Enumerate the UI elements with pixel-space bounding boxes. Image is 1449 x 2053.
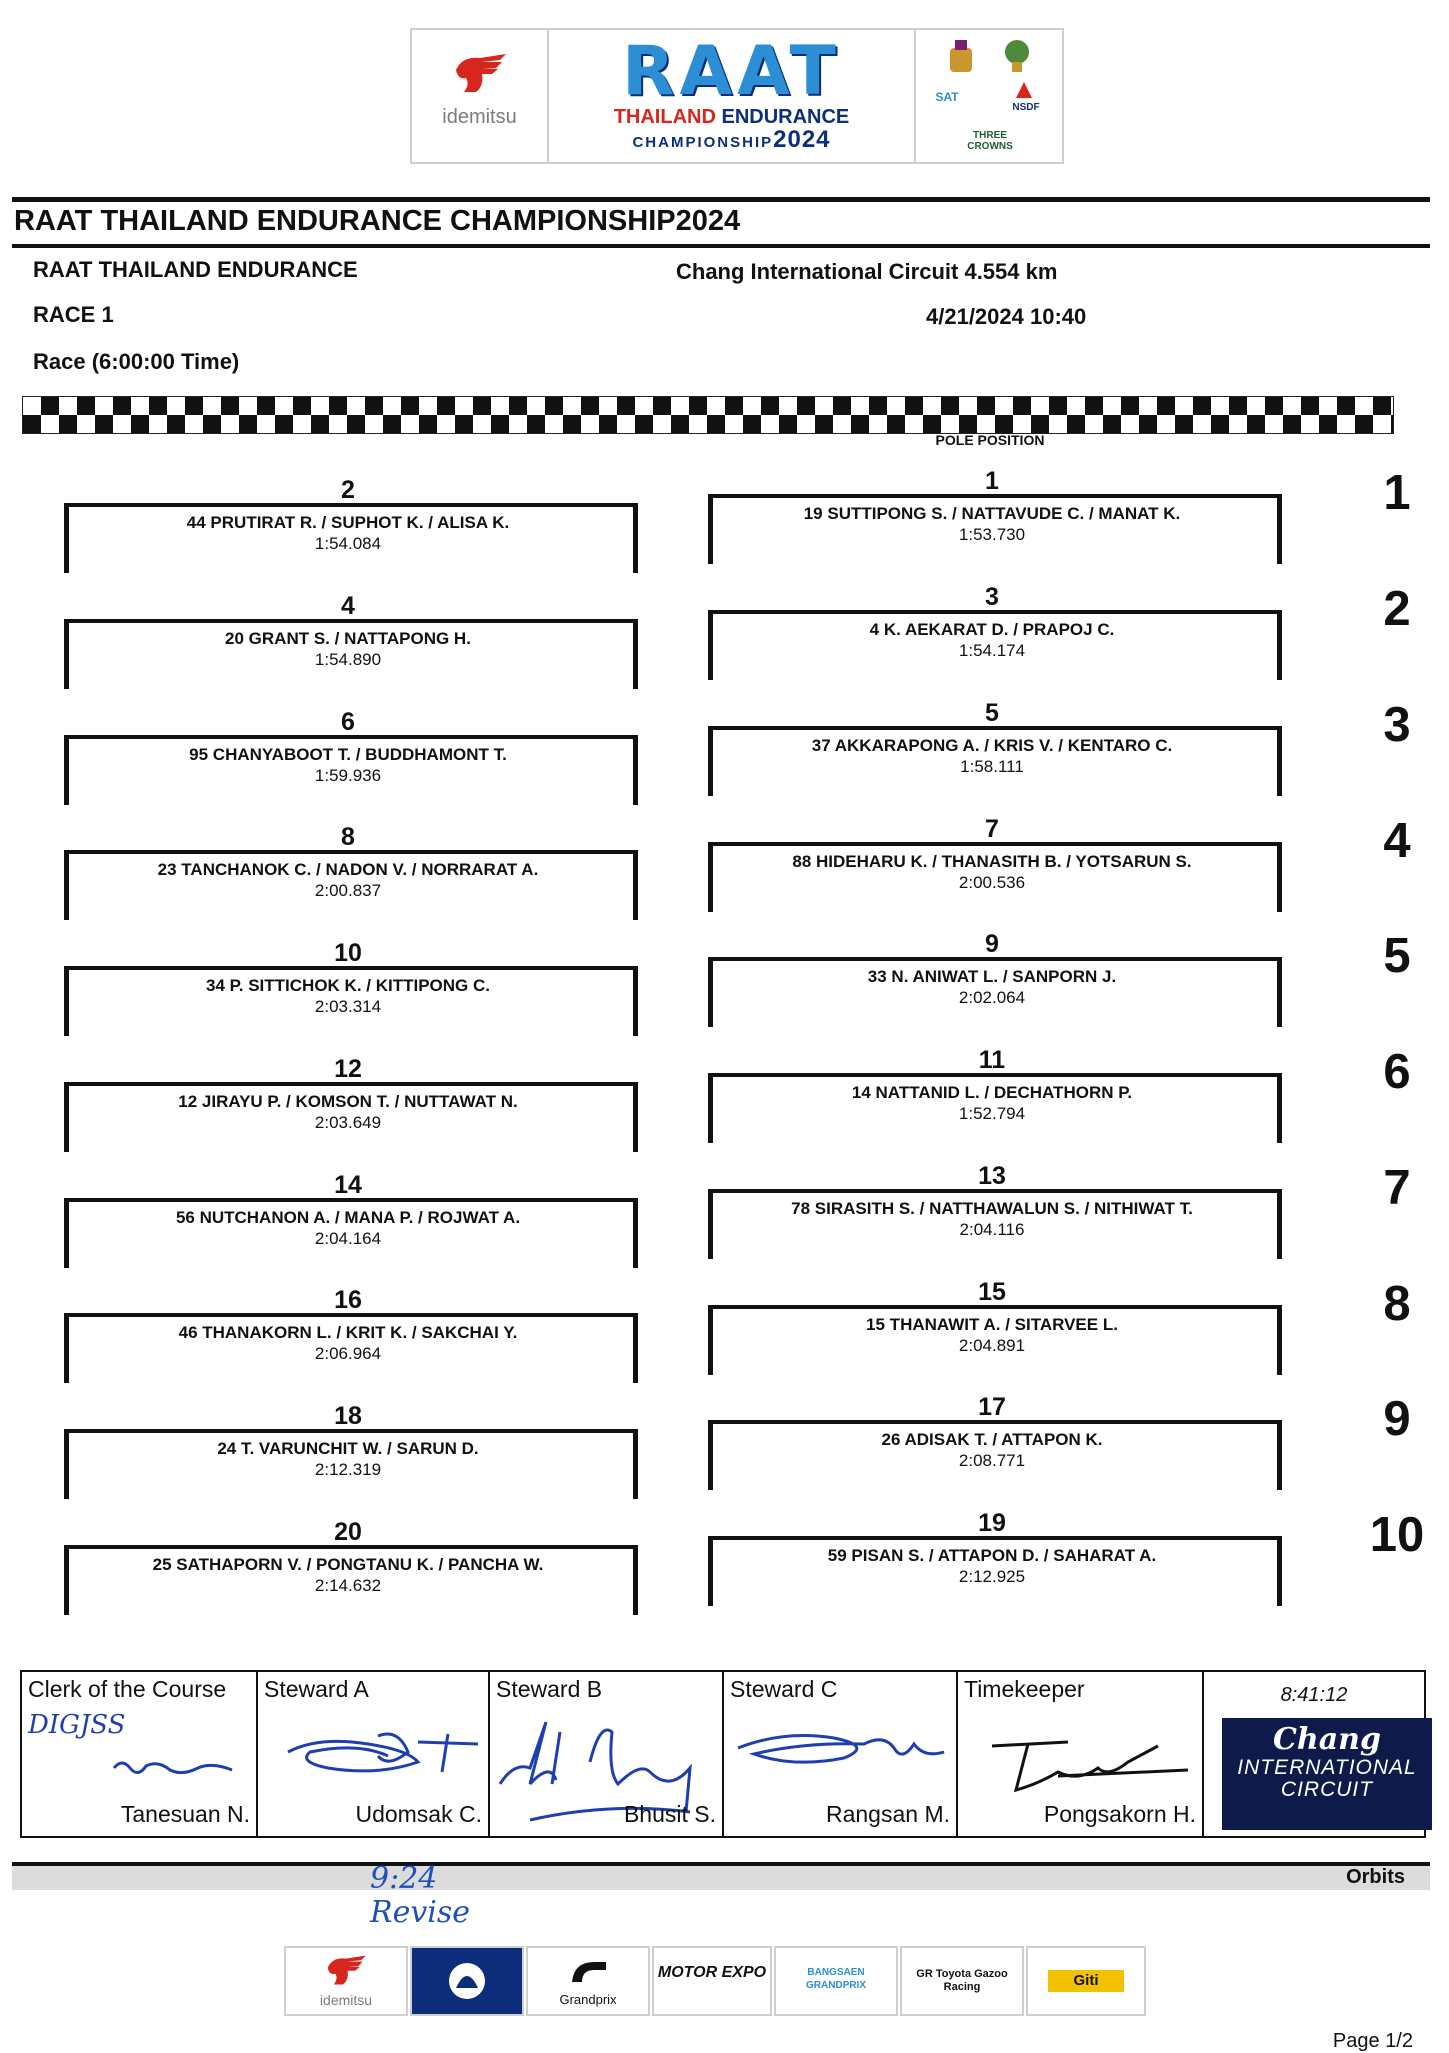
grid-slot — [64, 708, 632, 808]
series-name: RAAT THAILAND ENDURANCE — [33, 257, 358, 282]
grid-slot — [64, 939, 632, 1039]
official-steward-a — [258, 1672, 490, 1836]
print-time: 8:41:12 — [1280, 1684, 1348, 1706]
grid-slot — [64, 823, 632, 923]
grid-position: 12 — [334, 1055, 362, 1083]
three-crowns-logo: THREE CROWNS — [967, 130, 1013, 152]
grid-position: 2 — [341, 476, 355, 504]
grid-position: 10 — [334, 939, 362, 967]
nsdf-icon — [1012, 80, 1036, 102]
grid-laptime: 2:04.891 — [958, 1336, 1026, 1355]
grid-position: 6 — [341, 708, 355, 736]
grid-entry: 25 SATHAPORN V. / PONGTANU K. / PANCHA W. — [152, 1555, 544, 1574]
grid-row-number: 7 — [1383, 1161, 1411, 1215]
grid-entry: 44 PRUTIRAT R. / SUPHOT K. / ALISA K. — [186, 513, 510, 532]
grid-slot — [708, 1162, 1276, 1262]
raat-year: 2024 — [773, 126, 831, 153]
grid-slot — [708, 1509, 1276, 1609]
grid-entry: 59 PISAN S. / ATTAPON D. / SAHARAT A. — [827, 1546, 1157, 1565]
raat-subtitle-rest: ENDURANCE — [721, 106, 850, 128]
grid-row-number: 2 — [1383, 582, 1411, 636]
grid-slot — [64, 1055, 632, 1155]
official-name: Tanesuan N. — [120, 1801, 250, 1827]
grid-slot — [708, 1393, 1276, 1493]
grid-entry: 34 P. SITTICHOK K. / KITTIPONG C. — [205, 976, 490, 995]
chang-logo-line2: INTERNATIONAL — [1237, 1756, 1417, 1779]
grid-entry: 56 NUTCHANON A. / MANA P. / ROJWAT A. — [175, 1208, 521, 1227]
grid-slot — [64, 1286, 632, 1386]
grid-position: 19 — [978, 1509, 1006, 1537]
footer-sponsor-motor-expo — [652, 1946, 772, 2016]
raat-wordmark: RAAT — [622, 32, 841, 111]
grid-slot — [708, 1278, 1276, 1378]
grid-entry: 23 TANCHANOK C. / NADON V. / NORRARAT A. — [157, 860, 539, 879]
grid-slot — [708, 699, 1276, 799]
title-bottom-rule — [12, 244, 1430, 248]
official-name: Bhusit S. — [623, 1801, 716, 1827]
official-role: Steward A — [264, 1676, 369, 1702]
grid-position: 15 — [978, 1278, 1006, 1306]
grid-position: 16 — [334, 1286, 362, 1314]
grid-laptime: 2:14.632 — [314, 1576, 382, 1595]
page-number: Page 1/2 — [1332, 2030, 1413, 2052]
grid-laptime: 2:03.649 — [314, 1113, 382, 1132]
footer-sponsor-grandprix — [526, 1946, 650, 2016]
grid-laptime: 2:12.925 — [958, 1567, 1026, 1586]
chang-circuit-box — [1204, 1672, 1424, 1836]
official-steward-c — [724, 1672, 958, 1836]
grid-row-number: 5 — [1383, 929, 1411, 983]
grid-entry: 78 SIRASITH S. / NATTHAWALUN S. / NITHIWAT T. — [791, 1199, 1193, 1218]
idemitsu-apollo-icon — [452, 52, 508, 94]
grid-laptime: 2:02.064 — [958, 988, 1026, 1007]
grid-row-number: 10 — [1369, 1508, 1425, 1562]
grid-row-number: 1 — [1383, 466, 1411, 520]
page-title: RAAT THAILAND ENDURANCE CHAMPIONSHIP2024 — [14, 205, 741, 237]
idemitsu-apollo-icon — [324, 1954, 368, 1986]
pole-position-label: POLE POSITION — [935, 432, 1045, 448]
footer-sponsor-label: MOTOR EXPO — [657, 1964, 767, 1981]
grid-slot — [708, 467, 1276, 567]
race-type: Race (6:00:00 Time) — [33, 349, 240, 374]
official-role: Timekeeper — [964, 1676, 1085, 1702]
footer-sponsor-label: Grandprix — [559, 1992, 617, 2007]
chang-logo-word: Chang — [1273, 1722, 1381, 1757]
grid-slot — [64, 1518, 632, 1618]
official-clerk — [22, 1672, 258, 1836]
nsdf-logo: NSDF — [1012, 102, 1040, 113]
grid-position: 9 — [985, 930, 999, 958]
grid-entry: 26 ADISAK T. / ATTAPON K. — [881, 1430, 1103, 1449]
grid-laptime: 1:54.084 — [314, 534, 382, 553]
officials-signature-table — [20, 1670, 1426, 1838]
grid-laptime: 1:54.890 — [314, 650, 382, 669]
footer-sponsor-crest — [410, 1946, 524, 2016]
grid-slot — [64, 592, 632, 692]
grid-entry: 15 THANAWIT A. / SITARVEE L. — [866, 1315, 1118, 1334]
grid-laptime: 1:54.174 — [958, 641, 1026, 660]
footer-sponsor-gr — [900, 1946, 1024, 2016]
grid-position: 18 — [334, 1402, 362, 1430]
grid-row-number: 9 — [1383, 1392, 1411, 1446]
grid-slot — [64, 1402, 632, 1502]
grid-laptime: 2:08.771 — [958, 1451, 1026, 1470]
grid-slot — [64, 476, 632, 576]
grid-slot — [708, 583, 1276, 683]
grid-entry: 37 AKKARAPONG A. / KRIS V. / KENTARO C. — [811, 736, 1173, 755]
grid-position: 1 — [985, 467, 999, 495]
sponsor-logos — [916, 30, 1062, 162]
grid-row-number: 8 — [1383, 1277, 1411, 1331]
grid-position: 8 — [341, 823, 355, 851]
title-top-rule — [12, 197, 1430, 202]
handwritten-revision-time: 9:24 — [370, 1861, 438, 1896]
grid-row-number: 3 — [1383, 698, 1411, 752]
official-name: Udomsak C. — [355, 1801, 482, 1827]
header-logo-banner — [410, 28, 1064, 164]
singha-crest-icon — [442, 1956, 492, 2006]
grid-laptime: 1:58.111 — [960, 757, 1024, 776]
grandprix-logo-icon — [566, 1956, 610, 1986]
grid-position: 3 — [985, 583, 999, 611]
grid-entry: 95 CHANYABOOT T. / BUDDHAMONT T. — [189, 745, 507, 764]
chang-circuit-logo — [1222, 1718, 1432, 1830]
grid-position: 11 — [978, 1046, 1006, 1074]
grid-laptime: 2:04.164 — [314, 1229, 382, 1248]
grid-position: 7 — [985, 815, 999, 843]
raat-championship-label: CHAMPIONSHIP — [632, 134, 774, 151]
grid-laptime: 2:12.319 — [314, 1460, 382, 1479]
grid-position: 5 — [985, 699, 999, 727]
grid-entry: 33 N. ANIWAT L. / SANPORN J. — [867, 967, 1117, 986]
footer-sponsor-giti — [1026, 1946, 1146, 2016]
race-label: RACE 1 — [33, 302, 114, 327]
emblem-icon — [1000, 34, 1034, 74]
grid-entry: 24 T. VARUNCHIT W. / SARUN D. — [217, 1439, 479, 1458]
handwritten-revision-word: Revise — [370, 1895, 471, 1930]
grid-laptime: 1:53.730 — [958, 525, 1026, 544]
handwritten-note: DIGJSS — [28, 1710, 126, 1740]
footer-sponsor-label: BANGSAEN GRANDPRIX — [805, 1967, 866, 1991]
orbits-label: Orbits — [1346, 1866, 1405, 1888]
grid-row-number: 4 — [1383, 814, 1411, 868]
footer-sponsor-bangsaen — [774, 1946, 898, 2016]
grid-laptime: 2:06.964 — [314, 1344, 382, 1363]
grid-position: 4 — [341, 592, 355, 620]
official-name: Rangsan M. — [825, 1801, 950, 1827]
checkered-flag-strip — [22, 396, 1394, 434]
official-timekeeper — [958, 1672, 1204, 1836]
grid-position: 17 — [978, 1393, 1006, 1421]
footer-sponsor-label: Giti — [1048, 1970, 1124, 1992]
footer-bar — [12, 1862, 1430, 1890]
grid-entry: 88 HIDEHARU K. / THANASITH B. / YOTSARUN S. — [792, 852, 1192, 871]
grid-laptime: 2:04.116 — [959, 1220, 1025, 1239]
grid-laptime: 2:03.314 — [314, 997, 382, 1016]
grid-laptime: 1:59.936 — [314, 766, 382, 785]
grid-slot — [708, 1046, 1276, 1146]
footer-sponsor-label: GR Toyota Gazoo Racing — [916, 1968, 1008, 1993]
footer-sponsor-label: idemitsu — [319, 1992, 373, 2008]
idemitsu-wordmark: idemitsu — [442, 106, 517, 128]
grid-entry: 20 GRANT S. / NATTAPONG H. — [225, 629, 471, 648]
grid-position: 13 — [978, 1162, 1006, 1190]
official-role: Clerk of the Course — [28, 1676, 227, 1702]
royal-crest-icon — [946, 38, 976, 74]
grid-slot — [708, 815, 1276, 915]
official-name: Pongsakorn H. — [1043, 1801, 1196, 1827]
grid-position: 20 — [334, 1518, 362, 1546]
grid-laptime: 1:52.794 — [958, 1104, 1026, 1123]
sat-logo: SAT — [935, 90, 959, 104]
circuit-name: Chang International Circuit 4.554 km — [676, 259, 1058, 284]
grid-position: 14 — [334, 1171, 362, 1199]
raat-subtitle-red: THAILAND — [613, 106, 716, 128]
idemitsu-logo — [412, 30, 549, 162]
grid-entry: 4 K. AEKARAT D. / PRAPOJ C. — [869, 620, 1115, 639]
official-role: Steward C — [730, 1676, 838, 1702]
raat-championship — [549, 126, 914, 154]
grid-slot — [708, 930, 1276, 1030]
grid-slot — [64, 1171, 632, 1271]
footer-sponsor-idemitsu — [284, 1946, 408, 2016]
grid-laptime: 2:00.837 — [314, 881, 382, 900]
grid-entry: 19 SUTTIPONG S. / NATTAVUDE C. / MANAT K. — [803, 504, 1181, 523]
chang-logo-line3: CIRCUIT — [1280, 1778, 1374, 1801]
grid-row-number: 6 — [1383, 1045, 1411, 1099]
grid-laptime: 2:00.536 — [958, 873, 1026, 892]
handwritten-revision — [370, 1862, 470, 1930]
official-role: Steward B — [496, 1676, 603, 1702]
grid-entry: 14 NATTANID L. / DECHATHORN P. — [851, 1083, 1133, 1102]
raat-logo — [549, 30, 916, 162]
grid-entry: 46 THANAKORN L. / KRIT K. / SAKCHAI Y. — [178, 1323, 518, 1342]
race-datetime: 4/21/2024 10:40 — [926, 304, 1087, 329]
grid-entry: 12 JIRAYU P. / KOMSON T. / NUTTAWAT N. — [178, 1092, 518, 1111]
official-steward-b — [490, 1672, 724, 1836]
